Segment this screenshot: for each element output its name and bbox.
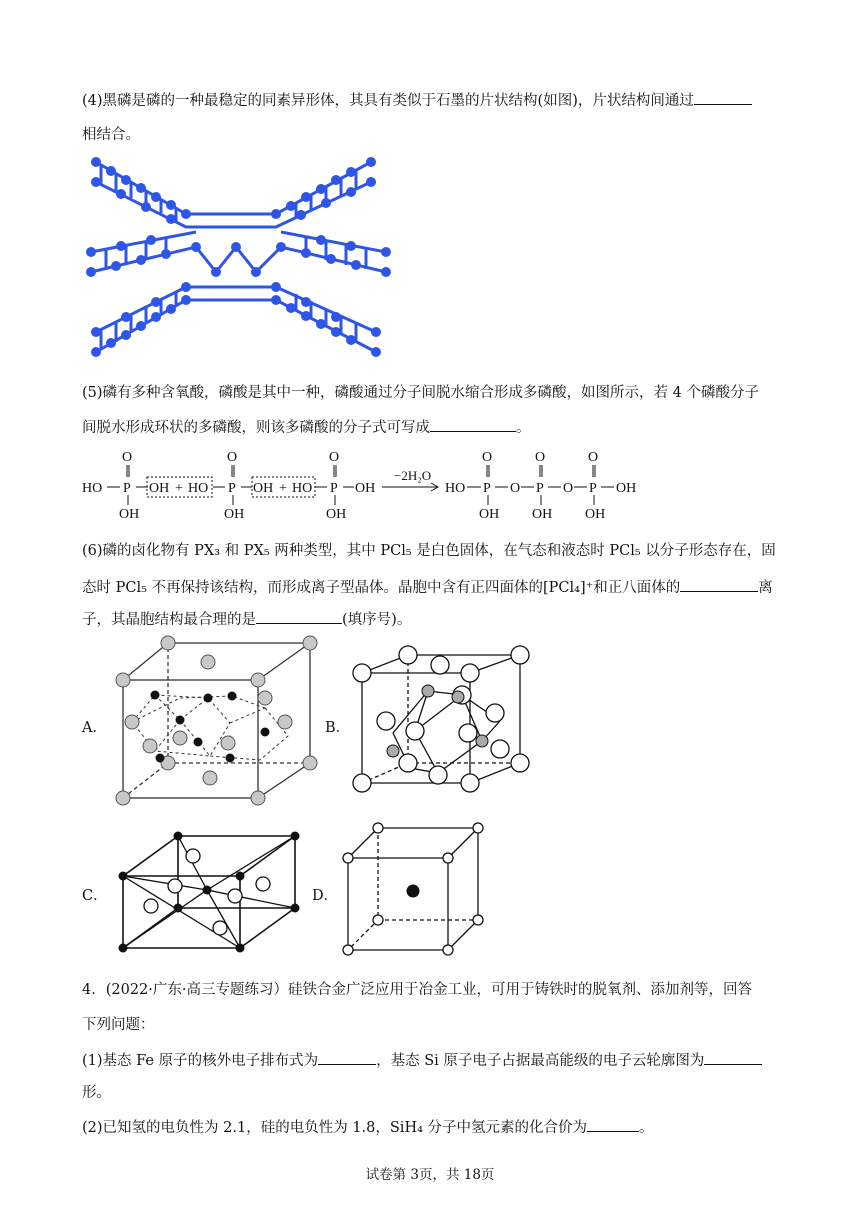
answer-blank[interactable] (587, 1117, 639, 1132)
svg-text:HO: HO (82, 481, 103, 496)
answer-blank[interactable] (704, 1050, 762, 1065)
svg-text:O: O (227, 450, 238, 465)
svg-text:P: P (589, 481, 597, 496)
option-d-label[interactable]: D． (312, 888, 339, 904)
option-c-label[interactable]: C． (82, 888, 108, 904)
q-next-part2: (2)已知氢的电负性为 2.1，硅的电负性为 1.8，SiH₄ 分子中氢元素的化合价为 。 (82, 1117, 782, 1138)
answer-blank[interactable] (680, 577, 758, 592)
black-phosphorus-structure-image (86, 152, 391, 367)
crystal-structure-a[interactable] (110, 638, 320, 808)
q4-part5-line2: 间脱水形成环状的多磷酸，则该多磷酸的分子式可写成 。 (82, 417, 782, 438)
svg-text:−2H₂O: −2H₂O (394, 468, 432, 483)
q4-part4-line1: (4)黑磷是磷的一种最稳定的同素异形体，其具有类似于石墨的片状结构(如图)，片状结构间通过 (82, 90, 782, 111)
q-next-header-line2: 下列问题： (82, 1017, 155, 1033)
q4-part4-line2: 相结合。 (82, 127, 140, 143)
q-next-part1-line1: (1)基态 Fe 原子的核外电子排布式为 ，基态 Si 原子电子占据最高能级的电子云轮廓图为 (82, 1050, 782, 1071)
q4-part6-line2: 态时 PCl₅ 不再保持该结构，而形成离子型晶体。晶胞中含有正四面体的[PCl₄]⁺和正八面体的 离 (82, 577, 782, 598)
svg-text:OH: OH (224, 507, 245, 522)
option-a-label[interactable]: A． (82, 720, 107, 736)
svg-text:O: O (588, 450, 599, 465)
page-footer: 试卷第 3页，共 18页 (365, 1167, 495, 1183)
svg-text:P: P (228, 481, 236, 496)
svg-text:OH: OH (119, 507, 140, 522)
svg-text:P: P (123, 481, 131, 496)
q-next-part1-line2: 形。 (82, 1085, 111, 1101)
crystal-structure-b[interactable] (350, 643, 535, 808)
svg-text:O: O (482, 450, 493, 465)
svg-text:HO: HO (292, 481, 313, 496)
q4-part6-line1: (6)磷的卤化物有 PX₃ 和 PX₅ 两种类型，其中 PCl₅ 是白色固体，在气态和液态时 PCl₅ 以分子形态存在，固 (82, 543, 776, 559)
svg-text:O: O (535, 450, 546, 465)
svg-text:OH: OH (532, 507, 553, 522)
svg-text:O: O (329, 450, 340, 465)
svg-text:OH: OH (479, 507, 500, 522)
svg-text:O: O (510, 481, 521, 496)
svg-text:O: O (122, 450, 133, 465)
svg-text:OH: OH (585, 507, 606, 522)
svg-text:+: + (279, 481, 287, 496)
q4-part5-line1: (5)磷有多种含氧酸，磷酸是其中一种，磷酸通过分子间脱水缩合形成多磷酸，如图所示，若 4 个磷酸分子 (82, 385, 759, 401)
svg-text:HO: HO (188, 481, 209, 496)
answer-blank[interactable] (256, 609, 342, 624)
svg-text:O: O (563, 481, 574, 496)
svg-text:OH: OH (326, 507, 347, 522)
q-next-header-line1: 4．(2022·广东·高三专题练习）硅铁合金广泛应用于冶金工业，可用于铸铁时的脱氧剂、添加剂等，回答 (82, 982, 752, 998)
phosphoric-acid-condensation-scheme (82, 450, 642, 525)
crystal-structure-d[interactable] (338, 822, 493, 962)
svg-text:OH: OH (149, 481, 170, 496)
answer-blank[interactable] (318, 1050, 376, 1065)
svg-text:P: P (483, 481, 491, 496)
svg-text:OH: OH (355, 481, 376, 496)
svg-text:P: P (536, 481, 544, 496)
crystal-structure-c[interactable] (115, 828, 305, 956)
svg-text:OH: OH (616, 481, 637, 496)
svg-text:OH: OH (253, 481, 274, 496)
answer-blank[interactable] (694, 90, 752, 105)
svg-text:HO: HO (445, 481, 466, 496)
answer-blank[interactable] (430, 417, 516, 432)
svg-text:P: P (330, 481, 338, 496)
option-b-label[interactable]: B． (325, 720, 351, 736)
q4-part6-line3: 子，其晶胞结构最合理的是 (填序号)。 (82, 609, 782, 630)
svg-text:+: + (175, 481, 183, 496)
